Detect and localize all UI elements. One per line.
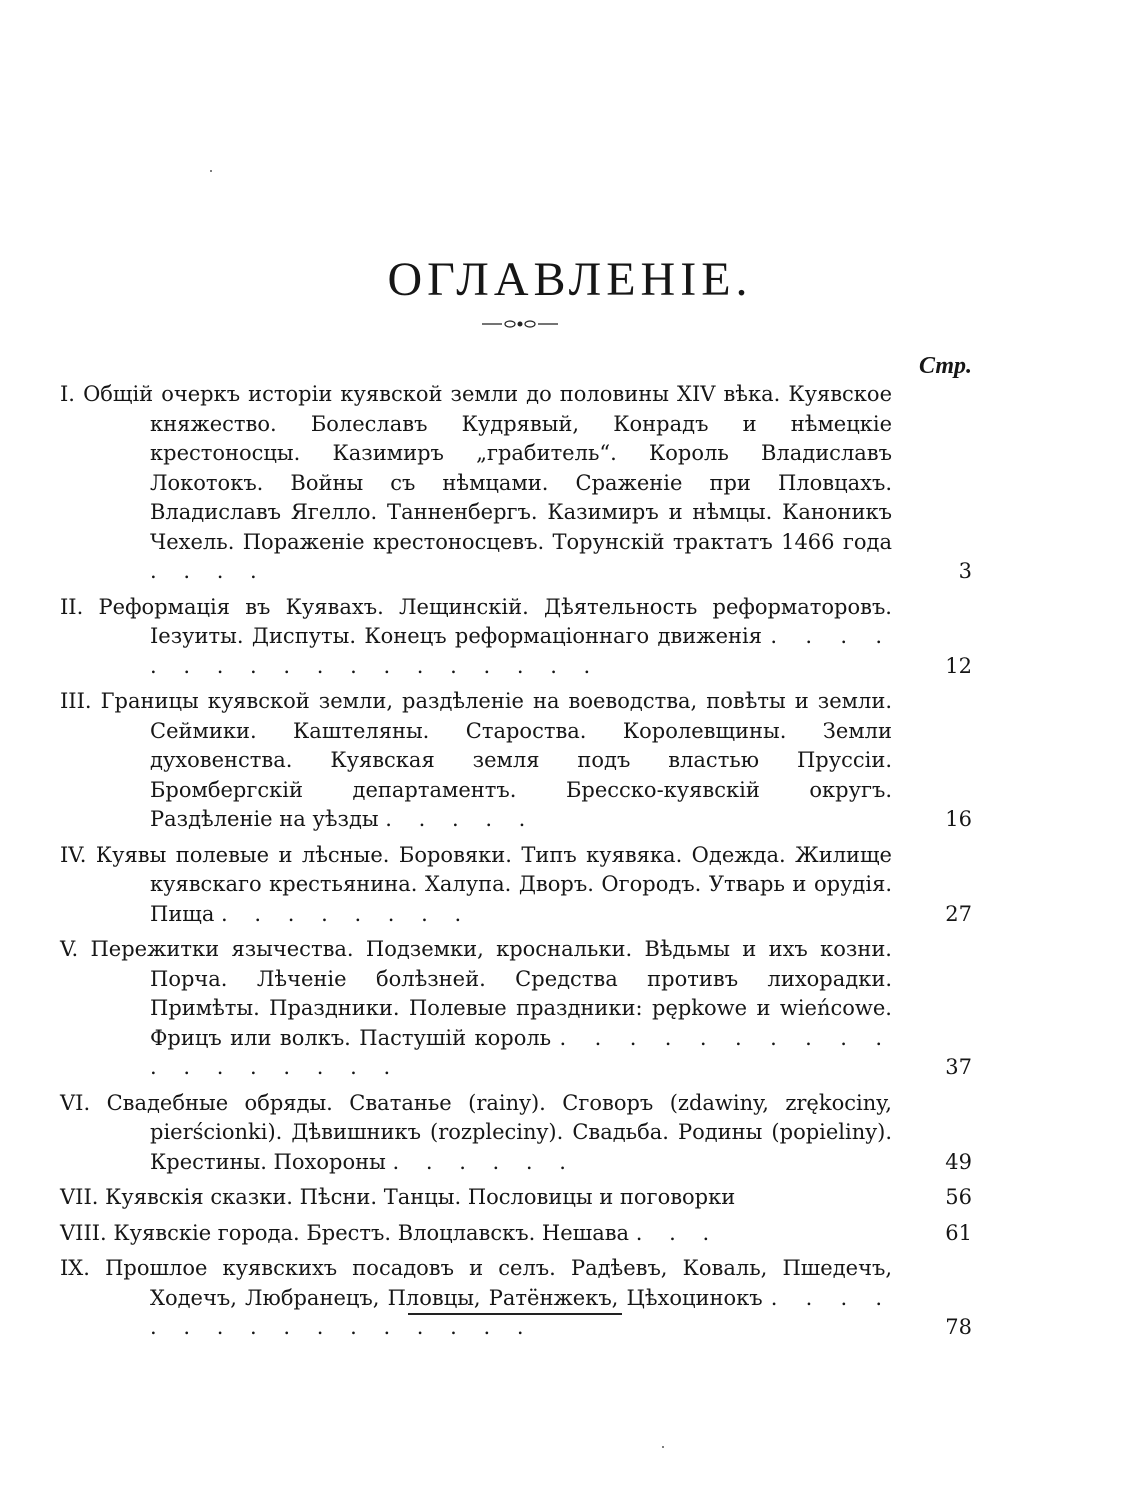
page-title: ОГЛАВЛЕНIЕ. (387, 253, 753, 306)
entry-page-number: 12 (945, 653, 972, 678)
entry-number: VIII. (60, 1220, 107, 1245)
toc-entry (60, 935, 972, 1083)
toc-entry (60, 1254, 972, 1343)
entry-number: IX. (60, 1256, 90, 1280)
entry-number: V. (60, 937, 79, 961)
entry-text: Общiй очеркъ исторiи куявской земли до половины XIV вѣка. Куявское княжество. Болеславъ Кудрявый, Конрадъ и нѣмецкiе крестоносцы. Казимиръ „грабитель“. Король Владиславъ Локотокъ. Войны съ нѣмцами. Сраженiе при Пловцахъ. Владиславъ Ягелло. Танненбергъ. Казимиръ и нѣмцы. Каноникъ Чехель. Пораженiе крестоносцевъ. Торунскiй трактатъ 1466 года (83, 382, 892, 554)
entry-text: Прошлое куявскихъ посадовъ и селъ. Радѣевъ, Коваль, Пшедечъ, Ходечъ, Любранецъ, Пловцы, Ратёнжекъ, Цѣхоцинокъ (105, 1256, 892, 1310)
leader-dots: . . . . (150, 559, 267, 583)
entry-text: Пережитки язычества. Подземки, кроснальки. Вѣдьмы и ихъ козни. Порча. Лѣченiе болѣзней. Средства противъ лихорадки. Примѣты. Праздники. Полевые праздники: pępkowe и wieńcowe. Фрицъ или волкъ. Пастушiй король (90, 937, 892, 1050)
entry-page-number: 61 (945, 1220, 972, 1245)
toc-entry (60, 1089, 972, 1178)
ornament-divider (480, 318, 560, 330)
page-column-header: Стр. (918, 353, 972, 379)
entry-text: Куявскiя сказки. Пѣсни. Танцы. Пословицы и поговорки (105, 1185, 736, 1209)
entry-text: Куявскiе города. Брестъ. Влоцлавскъ. Нешава (113, 1220, 630, 1245)
entry-text: Реформацiя въ Куявахъ. Лещинскiй. Дѣятельность реформаторовъ. Iезуиты. Диспуты. Конецъ реформацiоннаго движенiя (98, 594, 892, 648)
entry-page-number: 3 (958, 559, 972, 583)
entry-text: Свадебные обряды. Сватанье (rainy). Сговоръ (zdawiny, zrękociny, pierścionki). Дѣвишникъ (rozpleciny). Свадьба. Родины (popieliny). Крестины. Похороны (106, 1090, 892, 1174)
toc-entry (60, 687, 972, 835)
entry-number: II. (60, 594, 84, 619)
toc-list (60, 380, 972, 1349)
leader-dots: . . . . . . . . . . . . . . . . (150, 1285, 892, 1339)
entry-number: IV. (60, 842, 87, 867)
entry-page-number: 16 (945, 807, 972, 831)
leader-dots: . . . . . . . . (221, 901, 472, 926)
leader-dots: . . . (635, 1220, 720, 1245)
toc-entry (60, 1183, 972, 1213)
entry-number: I. (60, 382, 75, 406)
entry-page-number: 56 (945, 1185, 972, 1209)
entry-page-number: 37 (945, 1055, 972, 1079)
entry-number: III. (60, 689, 92, 713)
entry-page-number: 27 (945, 901, 972, 926)
leader-dots: . . . . . (385, 807, 536, 831)
leader-dots: . . . . . . . . . . . . . . . . . . (150, 624, 893, 678)
entry-page-number: 78 (945, 1315, 972, 1339)
toc-entry (60, 593, 972, 682)
entry-text: Куявы полевые и лѣсные. Боровяки. Типъ куявяка. Одежда. Жилище куявскаго крестьянина. Халупа. Дворъ. Огородъ. Утварь и орудiя. Пища (95, 842, 892, 926)
entry-page-number: 49 (945, 1149, 972, 1174)
entry-number: VII. (60, 1185, 99, 1209)
entry-text: Границы куявской земли, раздѣленiе на воеводства, повѣты и земли. Сеймики. Каштеляны. Староства. Королевщины. Земли духовенства. Куявская земля подъ властью Пруссiи. Бромбергскiй департаментъ. Бресско-куявскiй округъ. Раздѣленiе на уѣзды (100, 689, 892, 831)
leader-dots: . . . . . . (392, 1149, 576, 1174)
closing-rule (408, 1313, 622, 1315)
paper-speck (210, 170, 212, 172)
toc-entry (60, 841, 972, 930)
toc-entry (60, 380, 972, 587)
leader-dots: . . . . . . . . . . . . . . . . . . (150, 1025, 892, 1079)
entry-number: VI. (60, 1090, 91, 1115)
paper-speck (662, 1446, 664, 1448)
toc-entry (60, 1219, 972, 1249)
